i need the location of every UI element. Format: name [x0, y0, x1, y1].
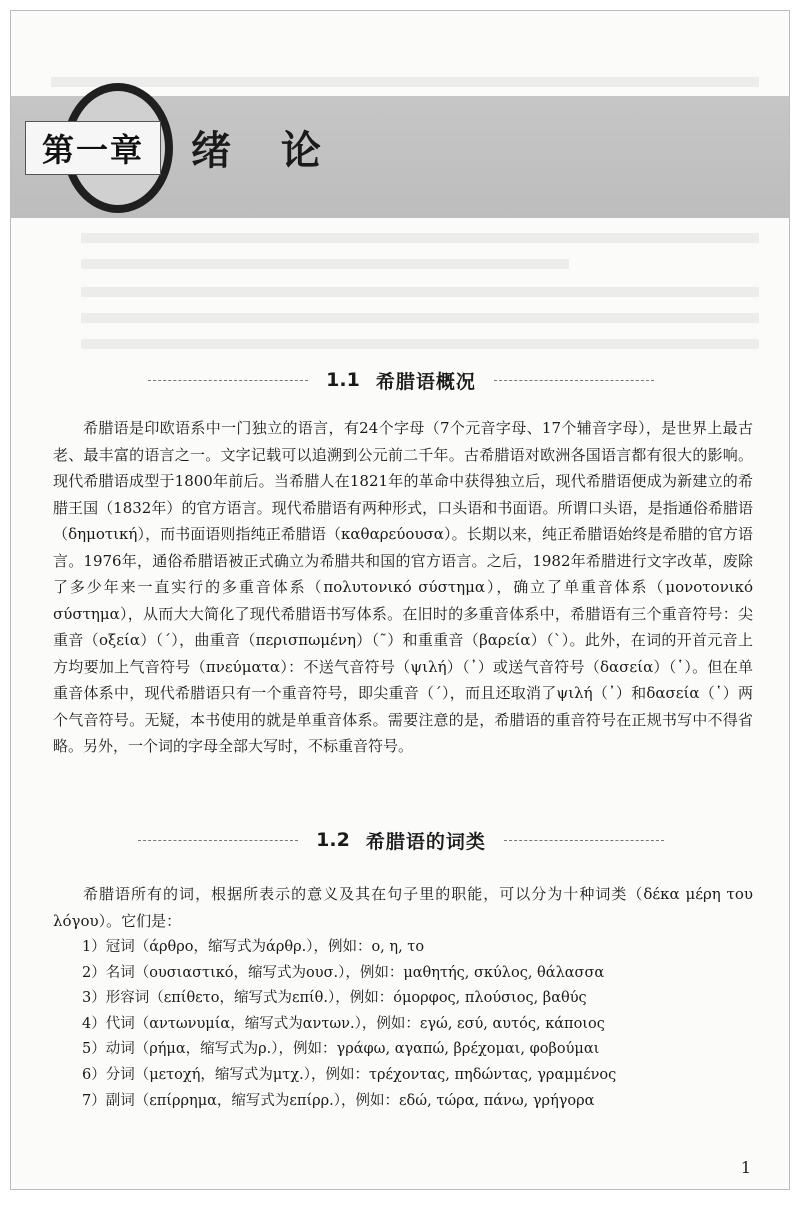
section-number: 1.1: [326, 369, 360, 391]
list-item: 2）名词（ουσιαστικό，缩写式为ουσ.），例如：μαθητής, σκύλος, θάλασσα: [82, 964, 605, 981]
list-item: 7）副词（επίρρημα，缩写式为επίρρ.），例如：εδώ, τώρα, πάνω, γρήγορα: [82, 1092, 595, 1109]
section-1-2-intro: [53, 881, 753, 934]
section-heading-1-2: [11, 822, 790, 858]
bleed-through-text: [81, 313, 759, 323]
parts-of-speech-list: [53, 935, 753, 1114]
heading-rule-left: [148, 380, 308, 381]
bleed-through-text: [81, 233, 759, 243]
paragraph: 希腊语是印欧语系中一门独立的语言，有24个字母（7个元音字母、17个辅音字母），是世界上最古老、最丰富的语言之一。文字记载可以追溯到公元前二千年。古希腊语对欧洲各国语言都有很大的影响。现代希腊语成型于1800年前后。当希腊人在1821年的革命中获得独立后，现代希腊语便成为新建立的希腊王国（1832年）的官方语言。现代希腊语有两种形式，口头语和书面语。所谓口头语，是指通俗希腊语（δημοτική），而书面语则指纯正希腊语（καθαρεύουσα）。长期以来，纯正希腊语始终是希腊的官方语言。1976年，通俗希腊语被正式确立为希腊共和国的官方语言。之后，1982年希腊进行文字改革，废除了多少年来一直实行的多重音体系（πολυτονικό σύστημα），确立了单重音体系（μονοτονικό σύστημα），从而大大简化了现代希腊语书写体系。在旧时的多重音体系中，希腊语有三个重音符号：尖重音（οξεία）（΄），曲重音（περισπωμένη）（῀）和重重音（βαρεία）（`）。此外，在词的开首元音上方均要加上气音符号（πνεύματα）：不送气音符号（ψιλή）（᾿）或送气音符号（δασεία）（῾）。但在单重音体系中，现代希腊语只有一个重音符号，即尖重音（΄），而且还取消了ψιλή（᾿）和δασεία（῾）两个气音符号。无疑，本书使用的就是单重音体系。需要注意的是，希腊语的重音符号在正规书写中不得省略。另外，一个词的字母全部大写时，不标重音符号。: [53, 419, 753, 755]
heading-rule-right: [504, 840, 664, 841]
section-number: 1.2: [316, 829, 350, 851]
list-item: 6）分词（μετοχή，缩写式为μτχ.），例如：τρέχοντας, πηδώντας, γραμμένος: [82, 1066, 617, 1083]
heading-rule-right: [494, 380, 654, 381]
section-heading-1-1: [11, 362, 790, 398]
list-item: 4）代词（αντωνυμία，缩写式为αντων.），例如：εγώ, εσύ, αυτός, κάποιος: [82, 1015, 605, 1032]
bleed-through-text: [81, 259, 569, 269]
section-title: 希腊语的词类: [365, 830, 486, 853]
book-page: [10, 10, 790, 1190]
list-item: 1）冠词（άρθρο，缩写式为άρθρ.），例如：ο, η, το: [82, 939, 425, 955]
bleed-through-text: [51, 77, 759, 87]
paragraph: 希腊语所有的词，根据所表示的意义及其在句子里的职能，可以分为十种词类（δέκα μέρη του λόγου）。它们是：: [53, 885, 753, 930]
heading-rule-left: [138, 840, 298, 841]
chapter-title: 绪 论: [191, 128, 339, 174]
chapter-label: 第一章: [25, 121, 161, 175]
list-item: 3）形容词（επίθετο，缩写式为επίθ.），例如：όμορφος, πλούσιος, βαθύς: [82, 990, 587, 1007]
bleed-through-text: [81, 339, 759, 349]
list-item: 5）动词（ρήμα，缩写式为ρ.），例如：γράφω, αγαπώ, βρέχομαι, φοβούμαι: [82, 1041, 600, 1058]
page-number: 1: [740, 1158, 751, 1177]
section-1-1-body: [53, 415, 753, 760]
bleed-through-text: [81, 287, 759, 297]
section-title: 希腊语概况: [375, 370, 476, 393]
